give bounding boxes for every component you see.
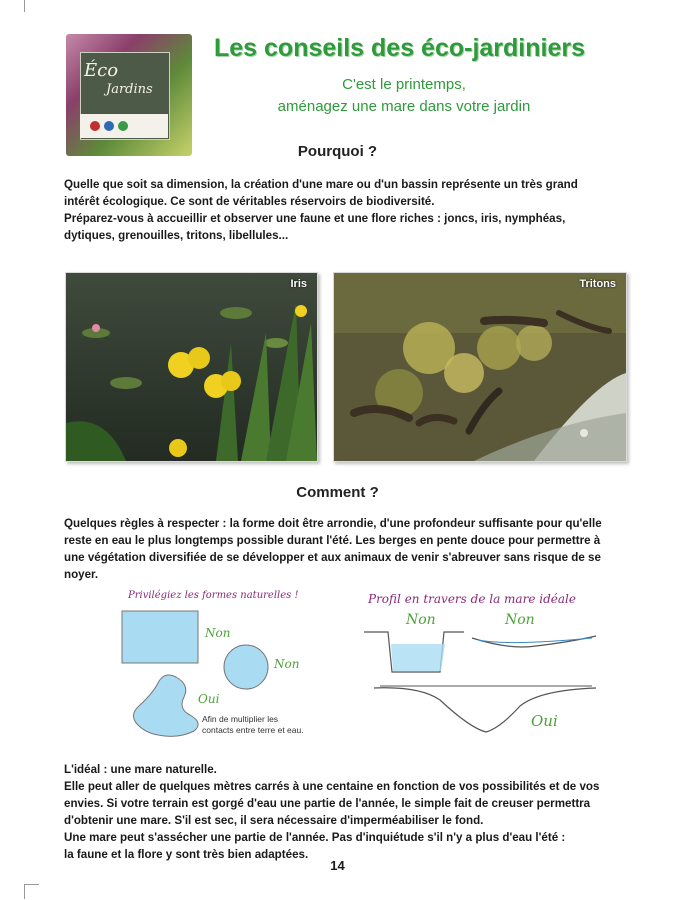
paragraph-pourquoi bbox=[64, 176, 624, 244]
text-line: Une mare peut s'assécher une partie de l'année. Pas d'inquiétude s'il n'y a plus d'eau l'été : bbox=[64, 831, 566, 844]
heading-pourquoi: Pourquoi ? bbox=[297, 143, 378, 160]
subtitle-line-2: aménagez une mare dans votre jardin bbox=[277, 98, 531, 115]
text-line: intérêt écologique. Ce sont de véritables réservoirs de biodiversité. bbox=[64, 195, 435, 208]
text-line: d'obtenir une mare. S'il est sec, il sera nécessaire d'imperméabiliser le fond. bbox=[64, 814, 484, 827]
text-line: Préparez-vous à accueillir et observer une faune et une flore riches : joncs, iris, nymphéas, bbox=[64, 212, 566, 225]
sketch-left-note bbox=[202, 714, 304, 736]
square-pond-shape bbox=[122, 611, 198, 663]
steep-profile-water bbox=[391, 644, 445, 671]
sketch-right-non-2: Non bbox=[505, 612, 535, 628]
text-line: la faune et la flore y sont très bien adaptées. bbox=[64, 848, 309, 861]
sketch-left-non-2: Non bbox=[274, 657, 300, 671]
photo-caption-iris: Iris bbox=[290, 278, 307, 290]
ideal-profile-line bbox=[374, 688, 596, 732]
tritons-illustration bbox=[334, 273, 626, 461]
iris-illustration bbox=[66, 273, 317, 461]
paragraph-ideal bbox=[64, 761, 624, 863]
sketch-right-title: Profil en travers de la mare idéale bbox=[368, 592, 576, 606]
sketch-left-oui: Oui bbox=[198, 692, 220, 706]
text-line: Elle peut aller de quelques mètres carrés à une centaine en fonction de vos possibilités et de vos bbox=[64, 780, 600, 793]
eco-jardins-logo bbox=[66, 34, 192, 156]
logo-text-jardins: Jardins bbox=[106, 82, 153, 97]
sketch-left-non-1: Non bbox=[205, 626, 231, 640]
sketch-right-non-1: Non bbox=[406, 612, 436, 628]
paragraph-comment bbox=[64, 515, 624, 583]
note-line: Afin de multiplier les bbox=[202, 714, 279, 724]
text-line: reste en eau le plus longtemps possible durant l'été. Les berges en pente douce pour permettre à bbox=[64, 534, 601, 547]
logo-partner-strip bbox=[80, 114, 168, 138]
page-title: Les conseils des éco-jardiniers bbox=[214, 34, 585, 62]
page-number: 14 bbox=[330, 858, 345, 873]
natural-pond-shape bbox=[133, 675, 198, 736]
logo-text-eco: Éco bbox=[84, 60, 119, 81]
text-line: noyer. bbox=[64, 568, 99, 581]
photo-caption-tritons: Tritons bbox=[579, 278, 616, 290]
sketch-left-title: Privilégiez les formes naturelles ! bbox=[128, 590, 299, 601]
text-line: L'idéal : une mare naturelle. bbox=[64, 763, 217, 776]
text-line: Quelques règles à respecter : la forme doit être arrondie, d'une profondeur suffisante pour qu'elle bbox=[64, 517, 602, 530]
photo-iris bbox=[65, 272, 318, 462]
photo-tritons bbox=[333, 272, 627, 462]
subtitle-line-1: C'est le printemps, bbox=[342, 76, 466, 93]
heading-comment: Comment ? bbox=[296, 484, 379, 501]
sketch-right-profiles bbox=[360, 628, 610, 743]
note-line: contacts entre terre et eau. bbox=[202, 725, 304, 735]
sketch-right-oui: Oui bbox=[531, 712, 558, 730]
round-pond-shape bbox=[224, 645, 268, 689]
crop-mark-top bbox=[24, 0, 39, 12]
text-line: Quelle que soit sa dimension, la création d'une mare ou d'un bassin représente un très grand bbox=[64, 178, 578, 191]
crop-mark-bottom bbox=[24, 884, 39, 899]
text-line: dytiques, grenouilles, tritons, libellules... bbox=[64, 229, 289, 242]
text-line: envies. Si votre terrain est gorgé d'eau une partie de l'année, le simple fait de creuser permettra bbox=[64, 797, 591, 810]
text-line: une végétation diversifiée de se développer et aux animaux de venir s'abreuver sans risque de se bbox=[64, 551, 601, 564]
